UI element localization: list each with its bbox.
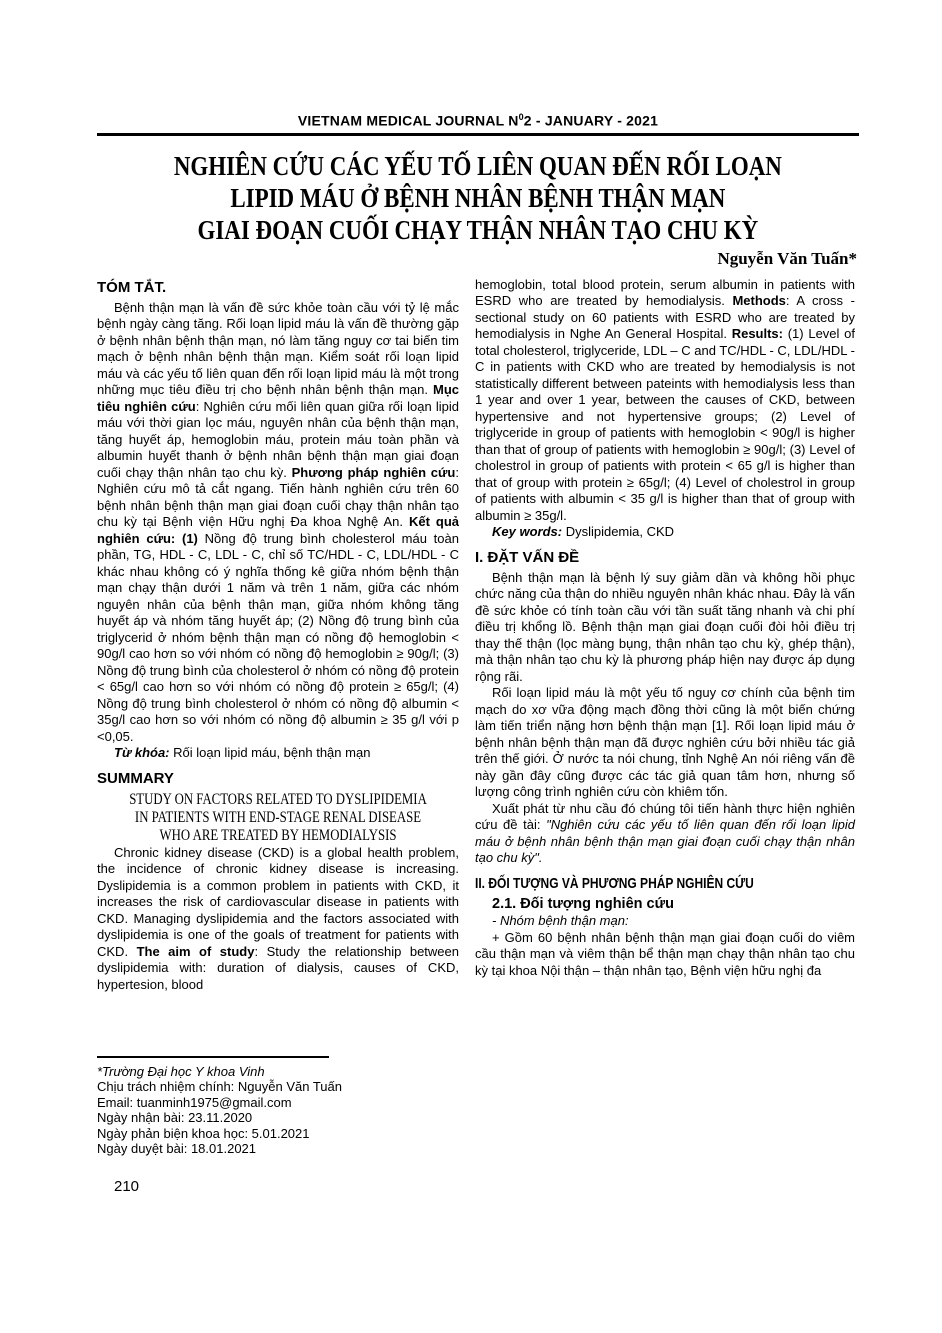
author-line: Nguyễn Văn Tuấn* [717,248,857,268]
footnote-affiliation: *Trường Đại học Y khoa Vinh [97,1063,265,1079]
column-right [475,277,855,1157]
intro-paragraph-1: Bệnh thận mạn là bệnh lý suy giảm dần và không hồi phục chức năng của thận do nhiều nguyên nhân khác nhau. Đây là vấn đề sức khỏe có tính toàn cầu với tần suất tăng nhanh và chi phí điều trị khổng lồ. Bệnh thận mạn giai đoạn cuối đòi hỏi điều trị thay thế thận (lọc màng bụng, thận nhân tạo chu kỳ, ghép thận), mà thận nhân tạo chu kỳ là phương pháp hiện nay được áp dụng rộng rãi. [475,569,855,684]
text-run: hemoglobin, total blood protein, serum albumin in patients with ESRD who are treated by hemodialysis. [475,276,855,309]
summary-keywords [475,524,855,541]
text-run: Xuất phát từ nhu cầu đó chúng tôi tiến hành thực hiện nghiên cứu đề tài: [475,800,855,833]
summary-body-part1 [97,845,459,994]
journal-header [97,112,859,136]
footnote-line-accepted: Ngày duyệt bài: 18.01.2021 [97,1141,257,1157]
abstract-keywords [97,745,459,762]
text-run: Chronic kidney disease (CKD) is a global health problem, the incidence of chronic kidney disease is increasing. Dyslipidemia is a common problem in patients with CKD, it increases the risk of cardiovascular disease in patients with CKD. Managing dyslipidemia and the factors associated with dyslipidemia is one of the goals of treatment for patients with CKD. [97,844,459,959]
text-run: Mục tiêu nghiên cứu [97,382,459,414]
text-run: Nồng độ trung bình cholesterol máu toàn phần, TG, HDL - C, LDL - C, chỉ số TC/HDL - C, LDL/HDL - C khác nhau không có ý nghĩa thống kê giữa nhóm bệnh thận mạn chạy thận dưới 1 năm và trên 1 năm, giữa các nhóm nguyên nhân của bệnh thận mạn, giữa nhóm không tăng huyết áp và nhóm tăng huyết áp; (2) Nồng độ trung bình của triglycerid ở nhóm bệnh thận mạn có nồng độ hemoglobin < 90g/l cao hơn so với nhóm có nồng độ hemoglobin ≥ 90g/l; (3) Nồng độ trung bình của cholesterol ở nhóm có nồng độ protein < 65g/l cao hơn so với nhóm có nồng độ protein ≥ 65g/l; (4) Nồng độ trung bình cholesterol ở nhóm có nồng độ albumin < 35g/l cao hơn so với nhóm có nồng độ albumin ≥ 35 g/l với p <0,05. [97,530,459,744]
text-run: : Nghiên cứu mô tả cắt ngang. Tiến hành nghiên cứu trên 60 bệnh nhân bệnh thận mạn giai đoạn cuối chạy thận nhân tạo chu kỳ tại Bệnh viện Hữu nghị Đa khoa Nghệ An. [97,464,459,530]
methods-paragraph: + Gồm 60 bệnh nhân bệnh thận mạn giai đoạn cuối do viêm cầu thận mạn và viêm thận bể thận mạn chạy thận nhân tạo chu kỳ tại khoa Nội thận – thận nhân tạo, Bệnh viện hữu nghị đa [475,929,855,978]
text-run: Kết quả nghiên cứu: (1) [97,514,459,546]
page-content [97,112,859,1157]
summary-title [97,791,459,845]
page-number: 210 [114,1178,140,1195]
journal-issue: 2 - JANUARY - 2021 [523,112,659,129]
text-run: : Study the relationship between dyslipidemia with: duration of dialysis, causes of CKD, hypertesion, blood [97,943,459,992]
intro-paragraph-3 [475,801,855,867]
section-2-heading: II. ĐỐI TƯỢNG VÀ PHƯƠNG PHÁP NGHIÊN CỨU [475,874,754,892]
abstract-body [97,300,459,746]
text-run: Bệnh thận mạn là vấn đề sức khỏe toàn cầu với tỷ lệ mắc bệnh ngày càng tăng. Rối loạn lipid máu là vấn đề thường gặp ở bệnh nhân bệnh thận mạn, nó làm tăng nguy cơ tai biến tim mạch ở bệnh nhân bệnh thận mạn. Kiểm soát rối loạn lipid máu và các yếu tố liên quan đến rối loạn lipid máu là một trong những mục tiêu điều trị cho bệnh nhân bệnh thận mạn. [97,299,459,398]
text-run: Key words: [492,524,563,540]
intro-paragraph-2: Rối loạn lipid máu là một yếu tố nguy cơ chính của bệnh tim mạch do xơ vữa động mạch đồng thời cũng là một biến chứng làm tiến triển nặng hơn bệnh thận mạn [1]. Rối loạn lipid máu ở bệnh nhân bệnh thận mạn đã được nghiên cứu bởi nhiều tác giả trên thế giới. Ở nước ta nói chung, tỉnh Nghệ An nói riêng vấn đề này gần đây cũng được các tác giả quan tâm hơn, nhưng số lượng công trình nghiên cứu còn khiêm tốn. [475,685,855,800]
text-run: Results: [731,326,783,342]
column-left [97,277,459,1157]
footnote-line-received: Ngày nhận bài: 23.11.2020 [97,1110,253,1126]
footnote-line-responsible: Chịu trách nhiệm chính: Nguyễn Văn Tuấn [97,1079,342,1095]
summary-title-line-3: WHO ARE TREATED BY HEMODIALYSIS [159,826,397,844]
text-run: . [162,278,167,296]
journal-issue-sup: 0 [518,112,524,122]
journal-name: VIETNAM MEDICAL JOURNAL N [297,112,519,129]
group-label-ckd: - Nhóm bệnh thận mạn: [492,913,629,929]
footnote [97,1056,459,1157]
section-1-heading: I. ĐẶT VẤN ĐỀ [475,548,580,566]
footnote-separator [97,1056,329,1058]
text-run: Dyslipidemia, CKD [562,524,675,540]
text-run: (1) Level of total cholesterol, triglyceride, LDL – C and TC/HDL - C, LDL/HDL - C in patients with CKD who are treated by hemodialysis is not statistically different between pateints with hemodialysis less than 1 year and over 1 year, between the causes of CKD, between hypertensive and not hypertensive groups; (2) Level of triglyceride in group of patients with hemoglobin < 90g/l is higher than that of group of patients with hemoglobin ≥ 90g/l; (3) Level of cholestrol in group of patients with protein < 65 g/l is higher than that of group with protein ≥ 65g/l; (4) Level of cholestrol in group of patients with albumin < 35 g/l is higher than that of group with albumin ≥ 35g/l. [475,326,855,523]
summary-title-line-1: STUDY ON FACTORS RELATED TO DYSLIPIDEMIA [129,790,427,808]
summary-body-part2 [475,277,855,525]
text-run: The aim of study [136,943,255,959]
footnote-line-reviewed: Ngày phản biện khoa học: 5.01.2021 [97,1125,310,1141]
text-run: : Nghiên cứu mối liên quan giữa rối loạn lipid máu với thời gian lọc máu, nguyên nhân của bệnh thận mạn, tăng huyết áp, hemoglobin máu, protein máu toàn phần và albumin huyết thanh ở bệnh nhân bệnh thận mạn giai đoạn cuối chạy thận nhân tạo chu kỳ. [97,398,459,480]
summary-heading: SUMMARY [97,769,174,787]
article-title [97,150,859,246]
title-line-3: GIAI ĐOẠN CUỐI CHẠY THẬN NHÂN TẠO CHU KỲ [197,214,759,245]
text-run: Phương pháp nghiên cứu [291,464,456,480]
text-run: Từ khóa: [114,745,170,761]
text-run: TÓM TẮT [97,278,162,296]
subsection-2-1-heading: 2.1. Đối tượng nghiên cứu [492,895,674,912]
title-line-2: LIPID MÁU Ở BỆNH NHÂN BỆNH THẬN MẠN [230,182,726,213]
two-column-body [97,277,859,1157]
abstract-heading [97,279,459,297]
title-line-1: NGHIÊN CỨU CÁC YẾU TỐ LIÊN QUAN ĐẾN RỐI LOẠN [173,150,782,181]
summary-title-line-2: IN PATIENTS WITH END-STAGE RENAL DISEASE [134,808,422,826]
text-run: Methods [732,293,786,309]
text-run: "Nghiên cứu các yếu tố liên quan đến rối loạn lipid máu ở bệnh nhân bệnh thận mạn giai đoạn cuối chạy thận nhân tạo chu kỳ". [475,817,855,866]
text-run: : A cross - sectional study on 60 patients with ESRD who are treated by hemodialysis in Nghe An General Hospital. [475,293,855,342]
footnote-line-email: Email: tuanminh1975@gmail.com [97,1094,292,1110]
text-run: Rối loạn lipid máu, bệnh thận mạn [169,745,371,761]
